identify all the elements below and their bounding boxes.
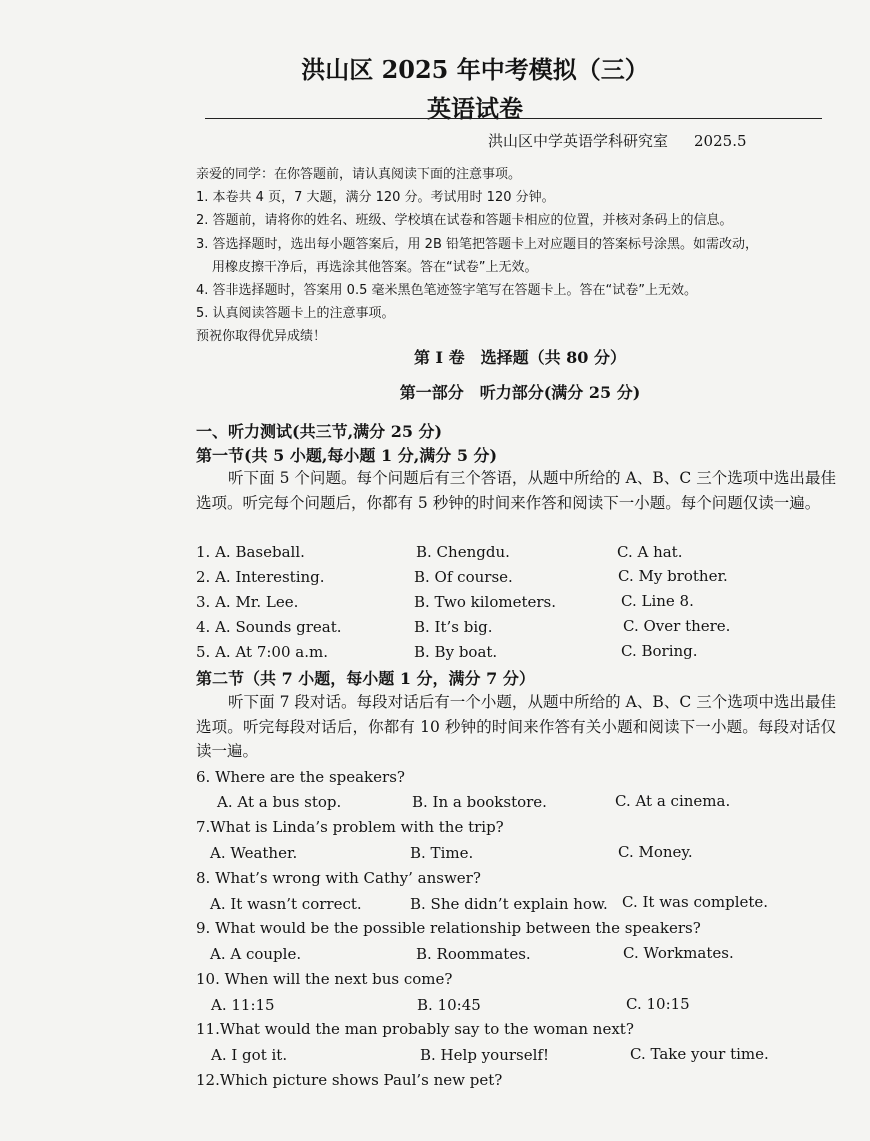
option-b: B. It’s big. xyxy=(414,618,493,636)
option-a: A. A couple. xyxy=(210,945,302,963)
option-b: B. In a bookstore. xyxy=(412,793,547,811)
volume-title: 第 I 卷 选择题（共 80 分） xyxy=(413,348,627,367)
note-line: 4. 答非选择题时，答案用 0.5 毫米黑色笔迹签字笔写在答题卡上。答在“试卷”上无效。 xyxy=(196,283,697,299)
section1-heading: 第一节(共 5 小题,每小题 1 分,满分 5 分) xyxy=(196,446,498,465)
option-a: 4. A. Sounds great. xyxy=(196,618,342,636)
option-c: C. Workmates. xyxy=(623,944,734,962)
question: 12.Which picture shows Paul’s new pet? xyxy=(196,1071,503,1089)
option-b: B. Two kilometers. xyxy=(414,593,557,611)
option-a: 3. A. Mr. Lee. xyxy=(196,593,299,611)
exam-subtitle: 英语试卷 xyxy=(427,94,523,123)
note-line: 亲爱的同学：在你答题前，请认真阅读下面的注意事项。 xyxy=(196,167,522,182)
listening-heading: 一、听力测试(共三节,满分 25 分) xyxy=(196,422,443,441)
note-line: 用橡皮擦干净后，再选涂其他答案。答在“试卷”上无效。 xyxy=(212,259,538,275)
exam-notes xyxy=(196,163,846,349)
option-c: C. A hat. xyxy=(617,543,683,561)
author-line xyxy=(488,130,747,151)
section2-heading: 第二节（共 7 小题，每小题 1 分，满分 7 分） xyxy=(196,669,535,688)
option-c: C. At a cinema. xyxy=(615,792,731,810)
question: 7.What is Linda’s problem with the trip? xyxy=(196,818,504,836)
question: 11.What would the man probably say to the woman next? xyxy=(196,1020,634,1038)
exam-title: 洪山区 2025 年中考模拟（三） xyxy=(301,55,649,84)
note-line: 3. 答选择题时，选出每小题答案后，用 2B 铅笔把答题卡上对应题目的答案标号涂黑。如需改动， xyxy=(196,236,758,252)
option-b: B. 10:45 xyxy=(417,996,481,1014)
option-a: 5. A. At 7:00 a.m. xyxy=(196,643,328,661)
option-a: A. Weather. xyxy=(210,844,298,862)
option-a: A. I got it. xyxy=(211,1046,288,1064)
option-b: B. She didn’t explain how. xyxy=(410,895,608,913)
part-title: 第一部分 听力部分(满分 25 分) xyxy=(399,383,641,402)
option-b: B. Of course. xyxy=(414,568,513,586)
option-b: B. Chengdu. xyxy=(416,543,510,561)
option-a: A. It wasn’t correct. xyxy=(210,895,362,913)
option-c: C. My brother. xyxy=(618,567,728,585)
option-b: B. By boat. xyxy=(414,643,498,661)
note-line: 1. 本卷共 4 页，7 大题，满分 120 分。考试用时 120 分钟。 xyxy=(196,190,555,206)
option-c: C. 10:15 xyxy=(626,995,690,1013)
option-a: 2. A. Interesting. xyxy=(196,568,325,586)
note-line: 预祝你取得优异成绩！ xyxy=(196,329,327,345)
question: 6. Where are the speakers? xyxy=(196,768,405,786)
option-c: C. Boring. xyxy=(621,642,698,660)
option-c: C. Over there. xyxy=(623,617,731,635)
option-c: C. Take your time. xyxy=(630,1045,769,1063)
note-line: 2. 答题前，请将你的姓名、班级、学校填在试卷和答题卡相应的位置，并核对条码上的信息。 xyxy=(196,213,733,229)
question: 10. When will the next bus come? xyxy=(196,970,453,988)
section1-instructions: 听下面 5 个问题。每个问题后有三个答语，从题中所给的 A、B、C 三个选项中选出最佳选项。听完每个问题后，你都有 5 秒钟的时间来作答和阅读下一小题。每个问题仅读一遍。 xyxy=(196,469,836,512)
option-b: B. Roommates. xyxy=(416,945,531,963)
option-b: B. Time. xyxy=(410,844,474,862)
section2-instructions: 听下面 7 段对话。每段对话后有一个小题，从题中所给的 A、B、C 三个选项中选出最佳选项。听完每段对话后，你都有 10 秒钟的时间来作答有关小题和阅读下一小题。每段对话仅读一遍。 xyxy=(196,693,836,760)
option-a: 1. A. Baseball. xyxy=(196,543,305,561)
option-c: C. It was complete. xyxy=(622,893,769,911)
option-b: B. Help yourself! xyxy=(420,1046,549,1064)
option-c: C. Line 8. xyxy=(621,592,694,610)
option-c: C. Money. xyxy=(618,843,693,861)
question: 9. What would be the possible relationship between the speakers? xyxy=(196,919,701,937)
option-a: A. 11:15 xyxy=(211,996,275,1014)
note-line: 5. 认真阅读答题卡上的注意事项。 xyxy=(196,306,395,322)
author: 洪山区中学英语学科研究室 xyxy=(488,132,669,150)
question: 8. What’s wrong with Cathy’ answer? xyxy=(196,869,481,887)
option-a: A. At a bus stop. xyxy=(217,793,342,811)
title-divider xyxy=(205,118,822,119)
exam-date: 2025.5 xyxy=(694,132,747,150)
